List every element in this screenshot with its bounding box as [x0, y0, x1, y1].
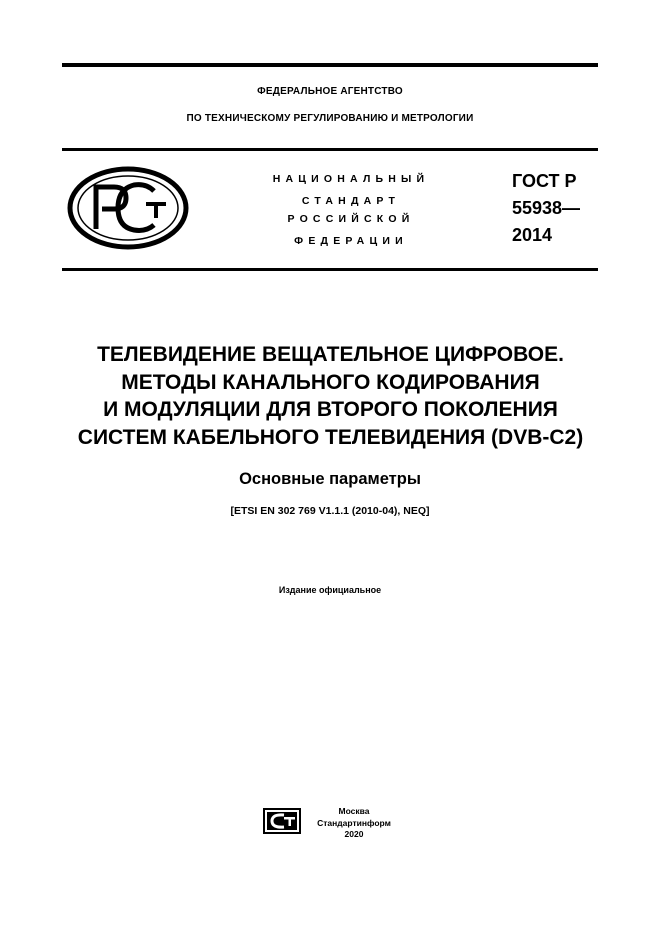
gost-line-3: 2014	[512, 225, 553, 245]
edition-note: Издание официальное	[278, 585, 382, 595]
standard-rule	[62, 268, 598, 271]
standard-kind-line-1: НАЦИОНАЛЬНЫЙ	[272, 173, 430, 185]
standard-kind-line-3: РОССИЙСКОЙ	[287, 213, 415, 225]
agency-line-1: ФЕДЕРАЛЬНОЕ АГЕНТСТВО	[257, 86, 403, 97]
header-rule	[62, 148, 598, 151]
standard-kind-line-2: СТАНДАРТ	[301, 195, 401, 207]
publisher-city: Москва	[338, 806, 370, 816]
standartinform-logo-icon	[262, 806, 302, 836]
publisher-year: 2020	[344, 829, 364, 839]
document-reference: [ETSI EN 302 769 V1.1.1 (2010-04), NEQ]	[230, 505, 430, 517]
title-line-1: ТЕЛЕВИДЕНИЕ ВЕЩАТЕЛЬНОЕ ЦИФРОВОЕ.	[97, 343, 564, 366]
rst-emblem-icon	[66, 165, 190, 251]
title-line-2: МЕТОДЫ КАНАЛЬНОГО КОДИРОВАНИЯ	[121, 370, 540, 394]
document-title	[40, 341, 621, 451]
publisher-name: Стандартинформ	[317, 817, 391, 828]
document-subtitle: Основные параметры	[239, 470, 421, 488]
agency-line-2: ПО ТЕХНИЧЕСКОМУ РЕГУЛИРОВАНИЮ И МЕТРОЛОГИИ	[186, 113, 474, 124]
publisher-block	[304, 806, 404, 841]
title-line-4: СИСТЕМ КАБЕЛЬНОГО ТЕЛЕВИДЕНИЯ (DVB-C2)	[77, 425, 584, 449]
gost-line-2: 55938—	[512, 198, 581, 218]
top-rule	[62, 63, 598, 67]
standard-kind-line-4: ФЕДЕРАЦИИ	[294, 235, 408, 247]
gost-line-1: ГОСТ Р	[512, 171, 577, 191]
title-line-3: И МОДУЛЯЦИИ ДЛЯ ВТОРОГО ПОКОЛЕНИЯ	[103, 398, 558, 421]
gost-designation	[512, 168, 580, 249]
